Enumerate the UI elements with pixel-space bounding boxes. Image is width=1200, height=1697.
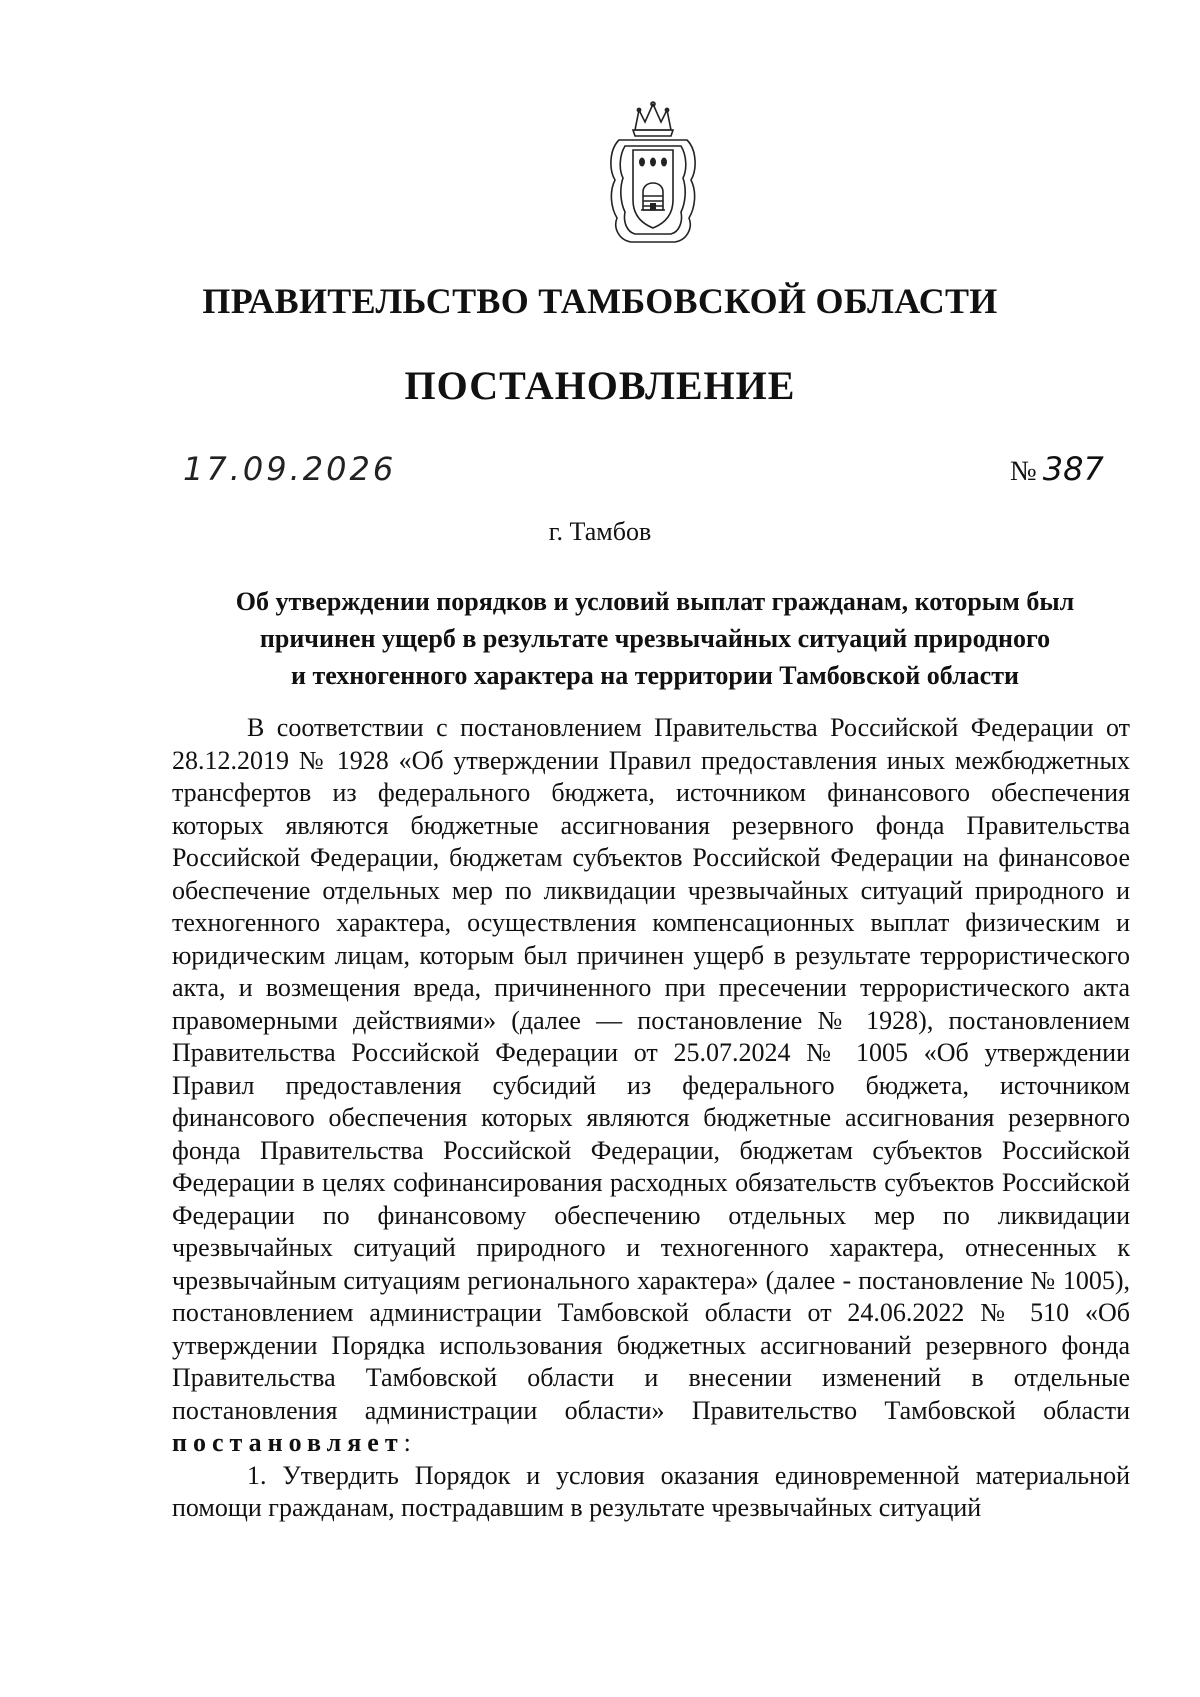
- title-line-3: и техногенного характера на территории Тамбовской области: [291, 661, 1019, 690]
- preamble-text: В соответствии с постановлением Правительства Российской Федерации от 28.12.2019 № 1928 «Об утверждении Правил предоставления иных межбюджетных трансфертов из федерального бюджета, источником финансового обеспечения которых являются бюджетные ассигнования резервного фонда Правительства Российской Федерации, бюджетам субъектов Российской Федерации на финансовое обеспечение отдельных мер по ликвидации чрезвычайных ситуаций природного и техногенного характера, осуществления компенсационных выплат физическим и юридическим лицам, которым был причинен ущерб в результате террористического акта, и возмещения вреда, причиненного при пресечении террористического акта правомерными действиями» (далее — постановление № 1928), постановлением Правительства Российской Федерации от 25.07.2024 № 1005 «Об утверждении Правил предоставления субсидий из федерального бюджета, источником финансового обеспечения которых являются бюджетные ассигнования резервного фонда Правительства Российской Федерации, бюджетам субъектов Российской Федерации в целях софинансирования расходных обязательств субъектов Российской Федерации по финансовому обеспечению отдельных мер по ликвидации чрезвычайных ситуаций природного и техногенного характера, отнесенных к чрезвычайным ситуациям регионального характера» (далее - постановление № 1005), постановлением администрации Тамбовской области от 24.06.2022 № 510 «Об утверждении Порядка использования бюджетных ассигнований резервного фонда Правительства Тамбовской области и внесении изменений в отдельные постановления администрации области» Правительство Тамбовской области: [172, 713, 1130, 1425]
- organization-name: ПРАВИТЕЛЬСТВО ТАМБОВСКОЙ ОБЛАСТИ: [202, 281, 998, 321]
- decree-colon: :: [403, 1428, 411, 1457]
- preamble-paragraph: [172, 712, 1130, 1460]
- title-line-2: причинен ущерб в результате чрезвычайных ситуаций природного: [259, 624, 1051, 653]
- document-type: ПОСТАНОВЛЕНИЕ: [404, 363, 796, 408]
- document-body: [172, 712, 1130, 1525]
- document-number: [1010, 450, 1104, 488]
- item-1-paragraph: 1. Утвердить Порядок и условия оказания единовременной материальной помощи гражданам, пострадавшим в результате чрезвычайных ситуаций: [172, 1460, 1130, 1522]
- document-title: [175, 583, 1135, 694]
- number-label: №: [1010, 456, 1037, 487]
- title-line-1: Об утверждении порядков и условий выплат гражданам, которым был: [235, 587, 1075, 616]
- tambov-coat-of-arms-icon: [605, 100, 701, 252]
- decree-word: постановляет: [172, 1428, 404, 1457]
- number-value: 387: [1042, 450, 1104, 488]
- city-line: г. Тамбов: [548, 517, 652, 546]
- document-date: 17.09.2026: [183, 450, 397, 488]
